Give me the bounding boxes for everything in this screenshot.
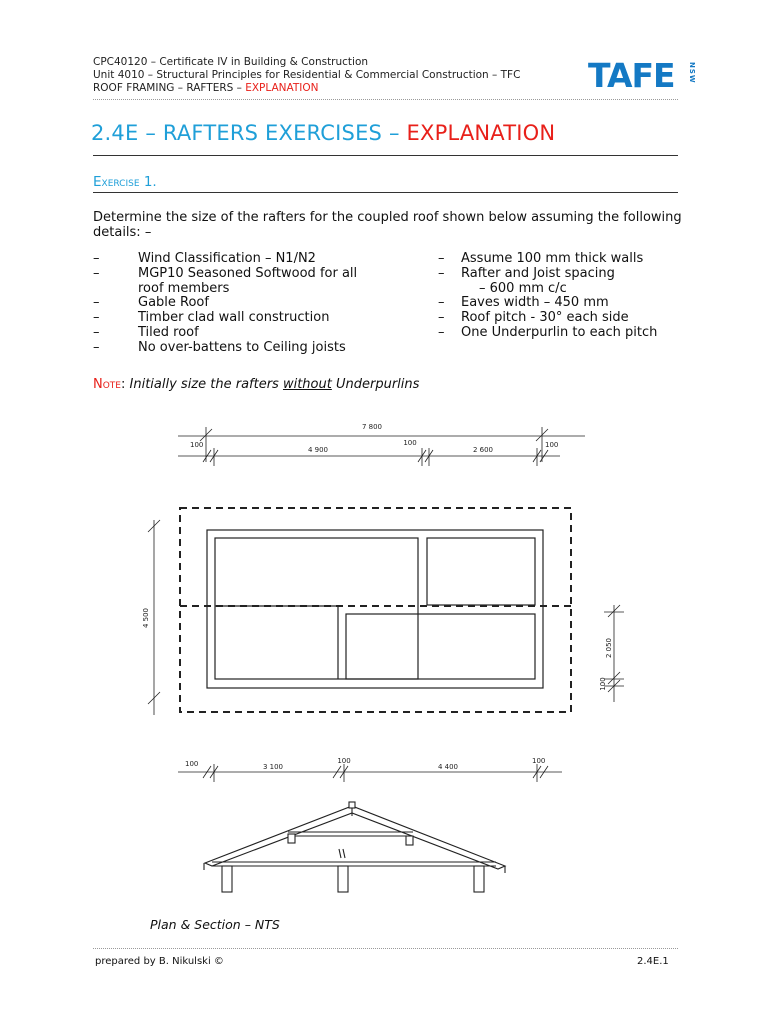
list-item-text: Rafter and Joist spacing [461,265,615,281]
title-main: 2.4E – RAFTERS EXERCISES – [91,121,407,145]
dim-label: 2 050 [605,637,613,659]
dim-label: 7 800 [361,423,383,431]
footer-divider [93,948,678,949]
exercise-heading: Exercise 1. [93,174,157,190]
list-bullet: – [93,310,100,326]
wall-mid [338,866,348,892]
list-bullet: – [93,295,100,311]
title-highlight: EXPLANATION [406,121,556,145]
list-bullet: – [93,251,100,266]
dim-label: 4 900 [307,446,329,454]
spacing-value: – 600 mm c/c [479,280,567,296]
intro-text: Determine the size of the rafters for the coupled roof shown below assuming the following details: – [93,210,682,240]
room-divider [215,606,338,679]
dim-label: 4 400 [437,763,459,771]
underpurlin-right [406,836,413,845]
hanger-mark [343,849,345,858]
drawing-caption: Plan & Section – NTS [150,917,280,932]
dim-label: 100 [532,757,546,765]
list-item-text: Roof pitch - 30° each side [461,310,629,326]
note-text-a: Initially size the rafters [129,377,283,392]
logo-text: TAFE [588,56,675,95]
topic-highlight: EXPLANATION [245,82,319,94]
page-number: 2.4E.1 [637,956,669,967]
list-bullet: – [438,324,445,340]
list-bullet: – [93,324,100,340]
list-item-text: Wind Classification – N1/N2 [138,251,316,266]
list-item-text: One Underpurlin to each pitch [461,324,658,340]
dim-label: 2 600 [472,446,494,454]
list-item-text: No over-battens to Ceiling joists [138,339,346,355]
list-item-text: Eaves width – 450 mm [461,295,609,311]
dim-label: 100 [337,757,351,765]
footer-author: prepared by B. Nikulski © [95,956,224,967]
list-item-text: Gable Roof [138,295,209,311]
dim-label: 3 100 [262,763,284,771]
list-item-text: MGP10 Seasoned Softwood for all roof members [138,265,358,296]
list-item-text: Assume 100 mm thick walls [461,251,644,266]
list-bullet: – [438,251,445,266]
room-bottom-right [346,614,535,679]
rafters [205,806,505,869]
list-item-text: Tiled roof [138,324,199,340]
list-bullet: – [93,265,100,281]
list-bullet: – [438,310,445,326]
note-label: Note [93,377,121,392]
note-text-underline: without [282,377,332,392]
list-bullet: – [438,265,445,281]
dim-label: 100 [190,441,204,449]
dim-label: 100 [403,439,417,447]
room-left [215,538,418,679]
list-bullet: – [438,295,445,311]
unit-line: Unit 4010 – Structural Principles for Residential & Commercial Construction – TFC [93,69,521,81]
underpurlin-left [288,834,295,843]
outer-wall [207,530,543,688]
room-top-right [427,538,535,605]
note-text-b: Underpurlins [331,377,420,392]
note-sep: : [121,377,130,392]
dim-label: 100 [599,677,607,691]
topic-prefix: ROOF FRAMING – RAFTERS – [93,82,246,94]
ridge-cap [349,802,355,808]
course-line: CPC40120 – Certificate IV in Building & Construction [93,56,369,68]
logo-sub: NSW [688,62,696,84]
wall-left [222,866,232,892]
dim-label: 100 [185,760,199,768]
dim-label: 4 500 [142,607,150,629]
list-bullet: – [93,339,100,355]
list-item-text: Timber clad wall construction [138,310,330,326]
dim-label: 100 [545,441,559,449]
wall-right [474,866,484,892]
hanger-mark [339,849,341,858]
